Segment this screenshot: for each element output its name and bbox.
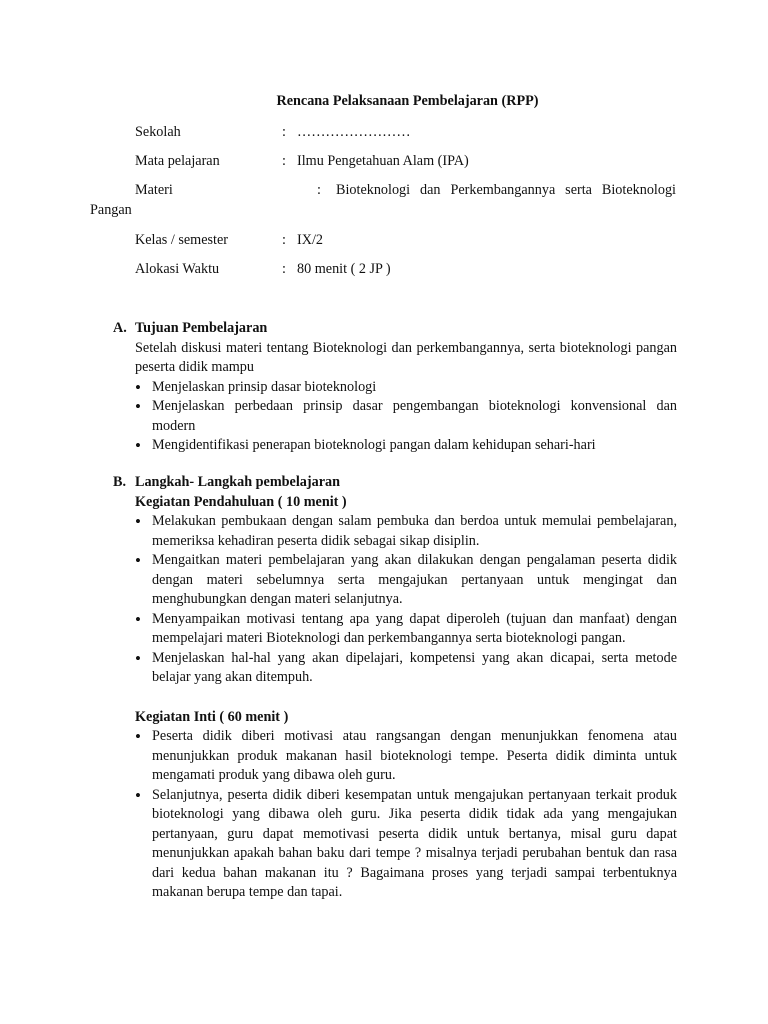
list-item: • Selanjutnya, peserta didik diberi kesempatan untuk mengajukan pertanyaan terkait produk bioteknologi yang dibawa oleh guru. Jika peserta didik tidak ada yang mengajukan pertanyaan, guru dapat memotivasi peserta didik untuk bertanya, misal guru dapat menunjukkan apakah bahan baku dari tempe ? misalnya terjadi perubahan bentuk dan rasa dari kedua bahan makanan itu ? Bagaimana proses yang terjadi sampai terbentuknya makanan berupa tempe dan tapai. xyxy=(135,786,677,903)
mapel-label: Mata pelajaran xyxy=(135,153,220,169)
section-heading xyxy=(113,319,677,339)
document-title: Rencana Pelaksanaan Pembelajaran (RPP) xyxy=(276,93,539,109)
pendahuluan-list xyxy=(135,512,677,688)
list-item: • Menjelaskan perbedaan prinsip dasar pengembangan bioteknologi konvensional dan modern xyxy=(135,397,677,436)
colon: : xyxy=(282,232,286,248)
tujuan-intro: Setelah diskusi materi tentang Bioteknologi dan perkembangannya, serta bioteknologi pangan peserta didik mampu xyxy=(135,339,677,375)
sekolah-value: …………………… xyxy=(297,124,411,140)
kelas-label: Kelas / semester xyxy=(135,232,228,248)
materi-value-continued: Pangan xyxy=(90,202,132,218)
section-langkah xyxy=(113,473,677,903)
materi-label: Materi xyxy=(135,182,173,198)
list-item: • Melakukan pembukaan dengan salam pembuka dan berdoa untuk memulai pembelajaran, memeriksa kehadiran peserta didik sebagai sikap disiplin. xyxy=(135,512,677,551)
inti-title: Kegiatan Inti ( 60 menit ) xyxy=(135,708,289,725)
list-item: • Peserta didik diberi motivasi atau rangsangan dengan menunjukkan fenomena atau menunjukkan produk makanan hasil bioteknologi tempe. Peserta didik diminta untuk mengamati produk yang dibawa oleh guru. xyxy=(135,727,677,786)
sekolah-label: Sekolah xyxy=(135,124,181,140)
list-item: • Menjelaskan hal-hal yang akan dipelajari, kompetensi yang akan dicapai, serta metode belajar yang akan ditempuh. xyxy=(135,649,677,688)
list-item: • Menyampaikan motivasi tentang apa yang dapat diperoleh (tujuan dan manfaat) dengan mempelajari materi Bioteknologi dan perkembangannya serta bioteknologi pangan. xyxy=(135,610,677,649)
inti-list xyxy=(135,727,677,903)
pendahuluan-title: Kegiatan Pendahuluan ( 10 menit ) xyxy=(135,493,347,510)
colon: : xyxy=(282,261,286,277)
materi-value: Bioteknologi dan Perkembangannya serta Bioteknologi xyxy=(336,182,676,198)
colon: : xyxy=(282,153,286,169)
section-title: Langkah- Langkah pembelajaran xyxy=(135,474,340,490)
section-title: Tujuan Pembelajaran xyxy=(135,320,268,336)
list-item: • Menjelaskan prinsip dasar bioteknologi xyxy=(135,378,677,398)
section-heading xyxy=(113,473,677,493)
list-item: • Mengaitkan materi pembelajaran yang akan dilakukan dengan pengalaman peserta didik dengan materi sebelumnya serta mengajukan pertanyaan untuk mengingat dan menghubungkan dengan materi selanjutnya. xyxy=(135,551,677,610)
alokasi-label: Alokasi Waktu xyxy=(135,261,220,277)
section-tujuan xyxy=(113,319,677,456)
list-item: • Mengidentifikasi penerapan bioteknologi pangan dalam kehidupan sehari-hari xyxy=(135,436,677,456)
section-letter: B. xyxy=(113,474,127,490)
mapel-value: Ilmu Pengetahuan Alam (IPA) xyxy=(297,153,469,169)
tujuan-list xyxy=(135,378,677,456)
colon: : xyxy=(282,124,286,140)
identity-row-materi xyxy=(90,180,676,220)
kelas-value: IX/2 xyxy=(297,232,324,248)
section-letter: A. xyxy=(113,320,127,336)
alokasi-value: 80 menit ( 2 JP ) xyxy=(297,261,391,277)
colon: : xyxy=(317,182,321,198)
